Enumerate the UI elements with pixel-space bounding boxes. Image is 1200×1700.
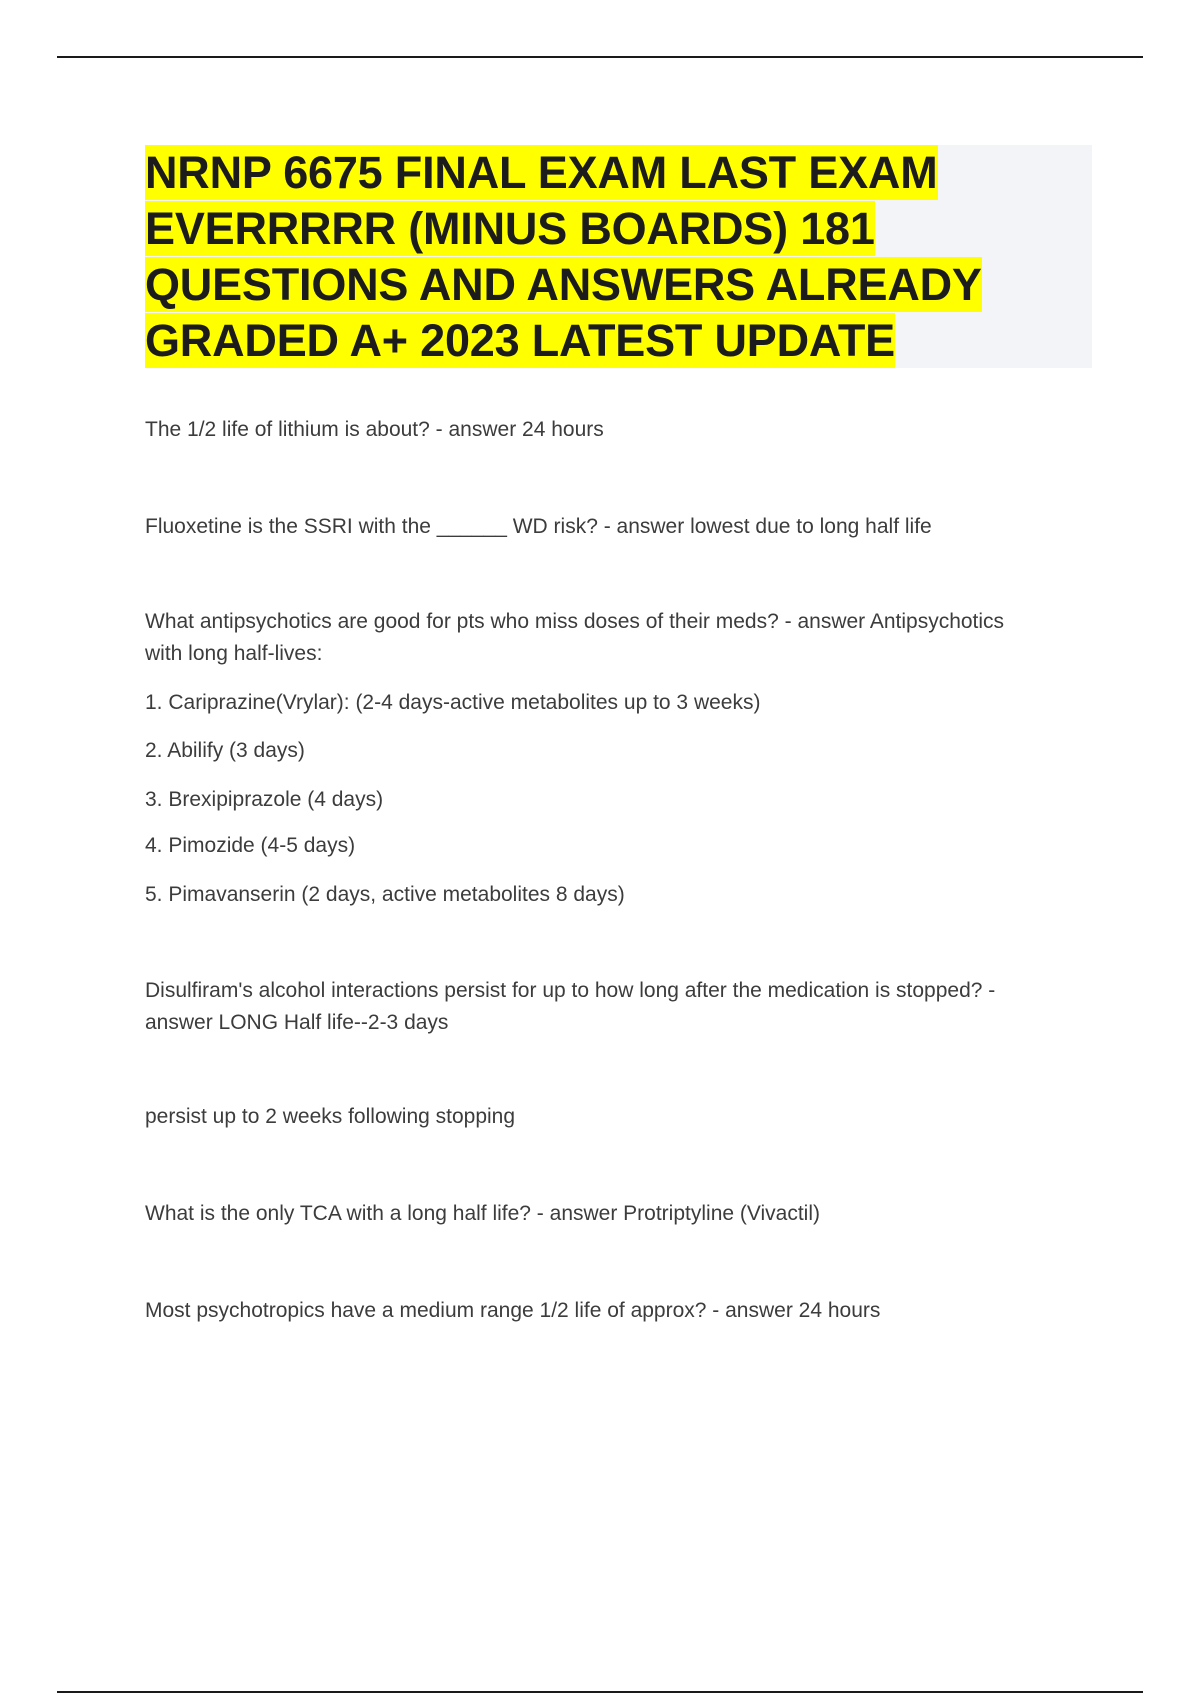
title-line-2: EVERRRRR (MINUS BOARDS) 181 [145,203,875,254]
title-line-3: QUESTIONS AND ANSWERS ALREADY [145,259,982,310]
question-disulfiram-line-1: Disulfiram's alcohol interactions persist for up to how long after the medication is stopped? - [145,979,996,1002]
title-line-4: GRADED A+ 2023 LATEST UPDATE [145,315,895,366]
list-item: 5. Pimavanserin (2 days, active metabolites 8 days) [145,883,625,906]
list-item: 3. Brexipiprazole (4 days) [145,788,384,811]
list-item: 1. Cariprazine(Vrylar): (2-4 days-active metabolites up to 3 weeks) [145,691,761,714]
question-disulfiram-line-2: answer LONG Half life--2-3 days [145,1011,449,1034]
question-lithium: The 1/2 life of lithium is about? - answer 24 hours [145,418,604,441]
title-line-1: NRNP 6675 FINAL EXAM LAST EXAM [145,147,938,198]
top-rule [57,56,1143,58]
disulfiram-note: persist up to 2 weeks following stopping [145,1105,516,1128]
bottom-rule [57,1691,1143,1693]
question-antipsychotics-line-2: with long half-lives: [145,642,323,665]
question-tca: What is the only TCA with a long half life? - answer Protriptyline (Vivactil) [145,1202,821,1225]
list-item: 4. Pimozide (4-5 days) [145,834,356,857]
document-title [145,145,1092,369]
question-fluoxetine: Fluoxetine is the SSRI with the ______ WD risk? - answer lowest due to long half life [145,515,932,538]
list-item: 2. Abilify (3 days) [145,739,305,762]
question-psychotropics: Most psychotropics have a medium range 1/2 life of approx? - answer 24 hours [145,1299,881,1322]
title-block [145,145,1092,368]
question-antipsychotics-line-1: What antipsychotics are good for pts who miss doses of their meds? - answer Antipsychotics [145,610,1005,633]
